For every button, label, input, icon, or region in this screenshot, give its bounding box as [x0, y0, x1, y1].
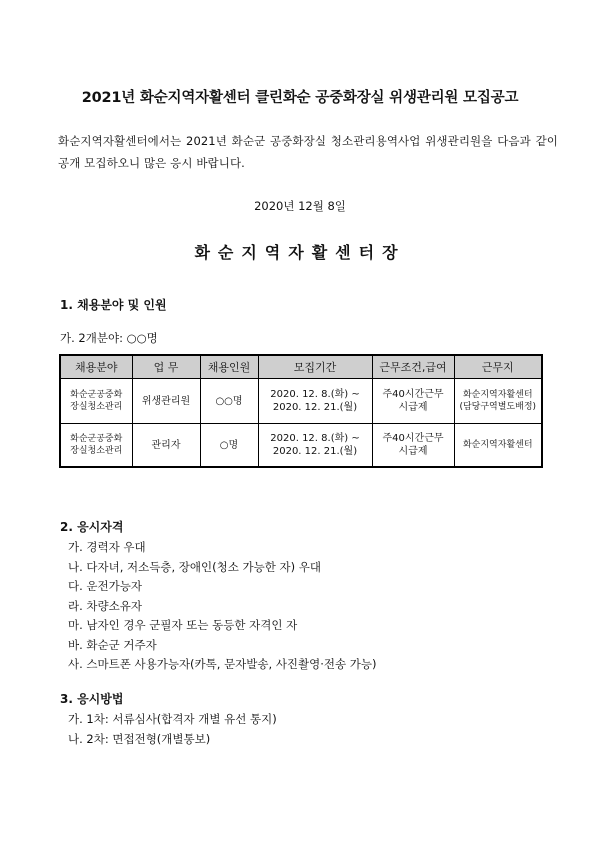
table-header-cell: 채용인원 [200, 355, 258, 379]
cell-line: 시급제 [398, 446, 428, 457]
table-cell-period [258, 379, 372, 424]
cell-line: 장실청소관리 [70, 446, 123, 456]
section-3-heading: 3. 응시방법 [60, 692, 124, 706]
table-header-cell: 채용분야 [60, 355, 132, 379]
recruitment-table [59, 354, 543, 468]
cell-line: 장실청소관리 [70, 402, 123, 412]
cell-line: 화순지역자활센터 [462, 390, 533, 400]
table-header-cell: 근무조건,급여 [372, 355, 454, 379]
table-cell-count: ○○명 [200, 379, 258, 424]
table-cell-field [60, 424, 132, 468]
table-cell-duty: 관리자 [132, 424, 200, 468]
cell-line: 주40시간근무 [382, 433, 444, 444]
list-item: 가. 경력자 우대 [68, 540, 146, 554]
cell-line: (담당구역별도배정) [459, 402, 537, 412]
list-item: 다. 운전가능자 [68, 579, 142, 593]
list-item: 가. 1차: 서류심사(합격자 개별 유선 통지) [68, 712, 277, 726]
section-1-heading: 1. 채용분야 및 인원 [60, 298, 167, 312]
table-header-cell: 모집기간 [258, 355, 372, 379]
table-cell-field [60, 379, 132, 424]
table-cell-duty: 위생관리원 [132, 379, 200, 424]
section-2-heading: 2. 응시자격 [60, 520, 124, 534]
cell-line: 시급제 [398, 402, 428, 413]
table-cell-count: ○명 [200, 424, 258, 468]
list-item: 바. 화순군 거주자 [68, 637, 157, 652]
cell-line: 2020. 12. 21.(월) [272, 446, 358, 457]
cell-line: 2020. 12. 8.(화) ~ [270, 433, 360, 444]
table-header-cell: 근무지 [454, 355, 542, 379]
cell-line: 화순군공중화 [70, 434, 123, 444]
list-item: 나. 다자녀, 저소득층, 장애인(청소 가능한 자) 우대 [68, 559, 321, 574]
cell-line: 2020. 12. 21.(월) [272, 402, 358, 413]
table-row [60, 379, 542, 424]
cell-line: 주40시간근무 [382, 389, 444, 400]
page-title: 2021년 화순지역자활센터 클린화순 공중화장실 위생관리원 모집공고 [81, 90, 519, 106]
announcement-date: 2020년 12월 8일 [254, 199, 346, 213]
table-row [60, 424, 542, 468]
cell-line: 화순지역자활센터 [462, 440, 533, 450]
list-item: 사. 스마트폰 사용가능자(카톡, 문자발송, 사진촬영·전송 가능) [68, 657, 377, 671]
list-item: 나. 2차: 면접전형(개별통보) [68, 731, 211, 746]
table-cell-conditions [372, 424, 454, 468]
list-item: 라. 차량소유자 [68, 598, 142, 613]
table-header-cell: 업 무 [132, 355, 200, 379]
table-header-row [60, 355, 542, 379]
application-method-list [68, 710, 277, 749]
table-cell-conditions [372, 379, 454, 424]
organization-signature: 화순지역자활센터장 [194, 243, 406, 262]
intro-paragraph: 화순지역자활센터에서는 2021년 화순군 공중화장실 청소관리용역사업 위생관리원을 다음과 같이 공개 모집하오니 많은 응시 바랍니다. [58, 134, 558, 170]
section-1-sub: 가. 2개분야: ○○명 [60, 331, 158, 345]
list-item: 마. 남자인 경우 군필자 또는 동등한 자격인 자 [68, 618, 298, 632]
table-cell-workplace [454, 379, 542, 424]
cell-line: 2020. 12. 8.(화) ~ [270, 389, 360, 400]
qualification-list [68, 538, 377, 675]
table-cell-workplace [454, 424, 542, 468]
table-cell-period [258, 424, 372, 468]
cell-line: 화순군공중화 [70, 390, 123, 400]
